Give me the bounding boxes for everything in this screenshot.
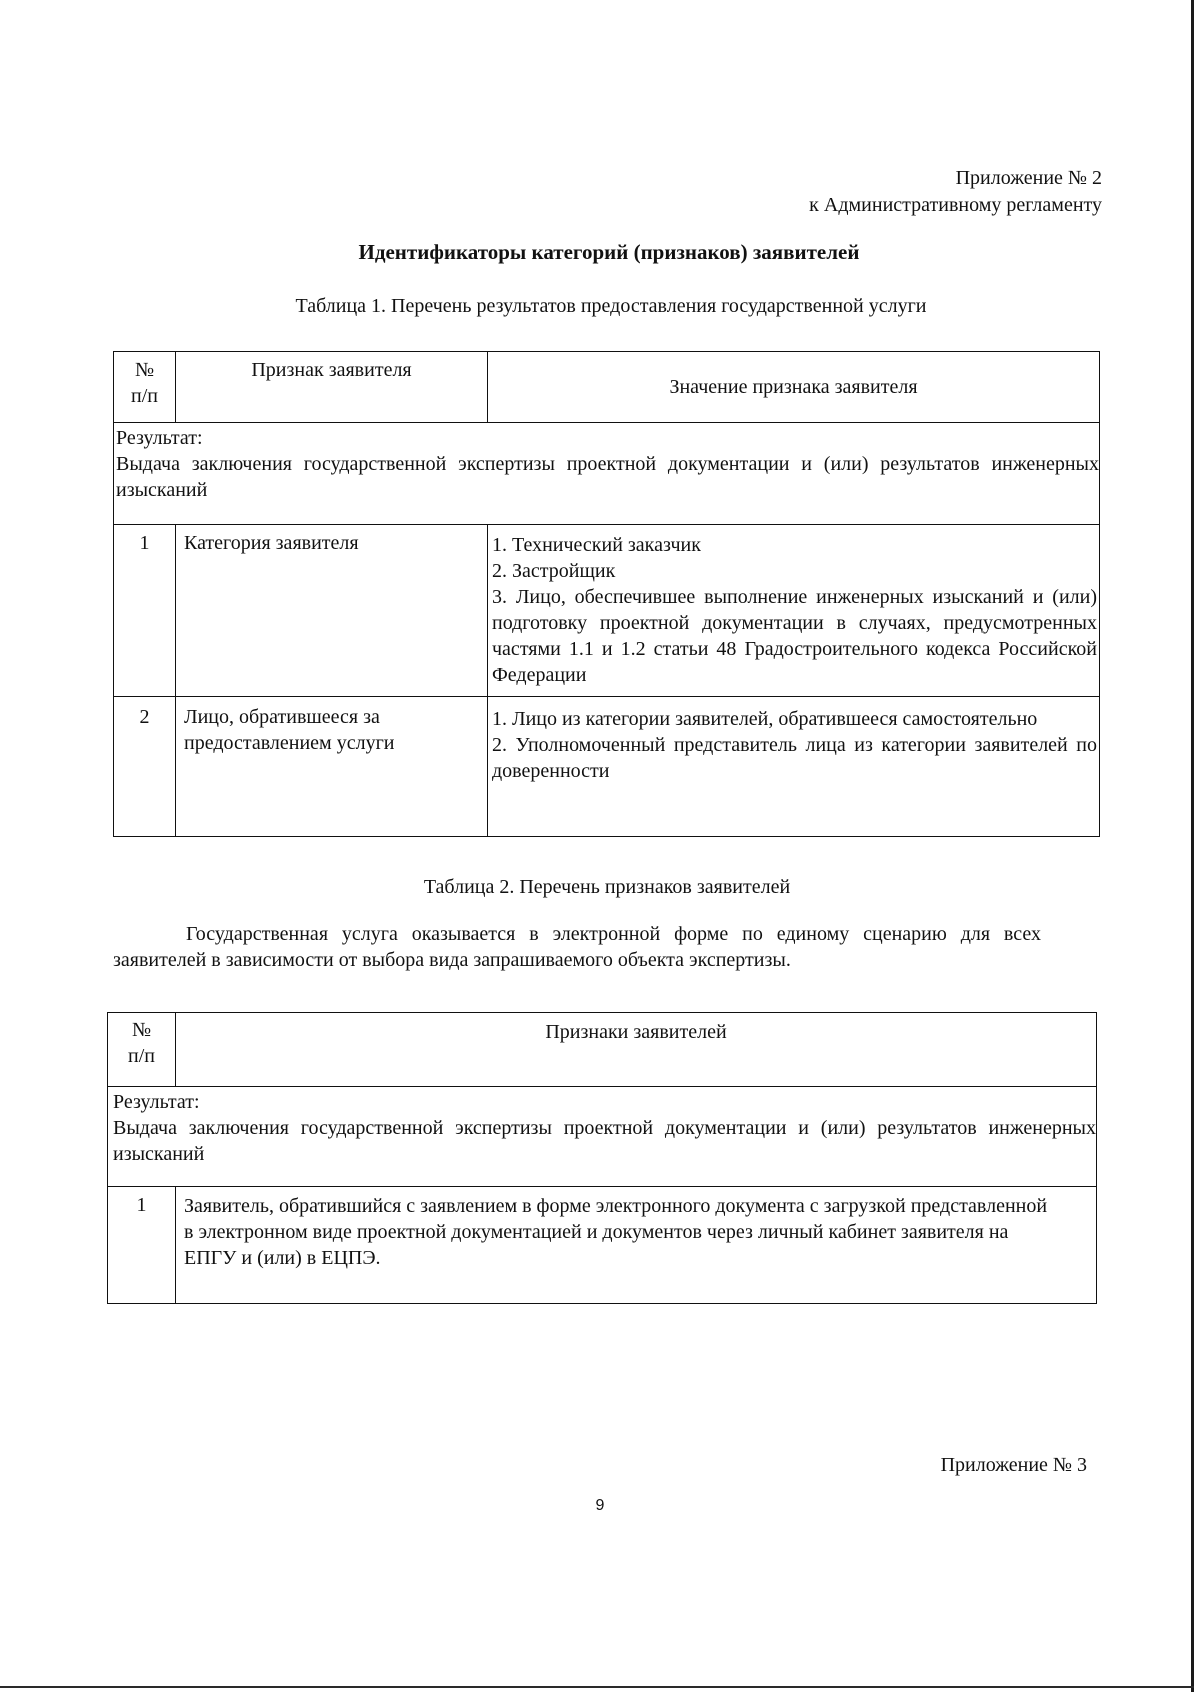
list-item: 3. Лицо, обеспечившее выполнение инженерных изысканий и (или) подготовку проектной документации в случаях, предусмотренных частями 1.1 и 1.2 статьи 48 Градостроительного кодекса Российской Федерации <box>492 586 1097 686</box>
table1-number-header <box>114 352 176 423</box>
row-number: 1 <box>114 525 176 697</box>
table1-result-cell <box>114 423 1100 525</box>
scan-edge-bottom <box>0 1686 1194 1688</box>
list-item: 2. Уполномоченный представитель лица из категории заявителей по доверенности <box>492 734 1097 782</box>
result-label: Результат: <box>116 427 203 449</box>
row-number: 2 <box>114 697 176 837</box>
table2-result-row <box>108 1087 1097 1187</box>
row-number: 1 <box>108 1187 176 1304</box>
list-item: 1. Лицо из категории заявителей, обратившееся самостоятельно <box>492 708 1038 730</box>
results-table <box>113 351 1100 837</box>
row-text: Заявитель, обратившийся с заявлением в форме электронного документа с загрузкой представленной в электронном виде проектной документацией и документов через личный кабинет заявителя на ЕПГУ и (или) в ЕЦПЭ. <box>176 1187 1097 1304</box>
number-abbrev: п/п <box>128 1045 155 1067</box>
appendix-header <box>809 165 1102 219</box>
table-row <box>114 525 1100 697</box>
list-item: 1. Технический заказчик <box>492 534 701 556</box>
result-text: Выдача заключения государственной экспертизы проектной документации и (или) результатов инженерных изысканий <box>116 453 1099 501</box>
row-attribute: Лицо, обратившееся за предоставлением услуги <box>176 697 488 837</box>
number-sign: № <box>134 359 155 381</box>
next-appendix-label: Приложение № 3 <box>940 1454 1087 1476</box>
document-title: Идентификаторы категорий (признаков) заявителей <box>358 240 860 264</box>
number-abbrev: п/п <box>131 385 158 407</box>
number-sign: № <box>131 1019 152 1041</box>
table2-number-header <box>108 1013 176 1087</box>
list-item: 2. Застройщик <box>492 560 616 582</box>
table1-caption: Таблица 1. Перечень результатов предоставления государственной услуги <box>295 295 927 317</box>
row-values <box>488 697 1100 837</box>
appendix-number: Приложение № 2 <box>955 167 1102 189</box>
table2-result-cell <box>108 1087 1097 1187</box>
table2-header-row <box>108 1013 1097 1087</box>
intro-paragraph: Государственная услуга оказывается в электронной форме по единому сценарию для всех заявителей в зависимости от выбора вида запрашиваемого объекта экспертизы. <box>113 923 1041 971</box>
table-row <box>108 1187 1097 1304</box>
attributes-table <box>107 1012 1097 1304</box>
table2-attributes-header: Признаки заявителей <box>176 1013 1097 1087</box>
table1-header-row <box>114 352 1100 423</box>
row-values <box>488 525 1100 697</box>
result-label: Результат: <box>113 1091 200 1113</box>
appendix-reference: к Административному регламенту <box>809 194 1102 216</box>
table1-attribute-header: Признак заявителя <box>176 352 488 423</box>
result-text: Выдача заключения государственной экспертизы проектной документации и (или) результатов инженерных изысканий <box>113 1117 1096 1165</box>
table-row <box>114 697 1100 837</box>
table1-value-header: Значение признака заявителя <box>488 352 1100 423</box>
table2-caption: Таблица 2. Перечень признаков заявителей <box>423 876 791 898</box>
table1-result-row <box>114 423 1100 525</box>
row-attribute: Категория заявителя <box>176 525 488 697</box>
page-number: 9 <box>595 1497 605 1514</box>
